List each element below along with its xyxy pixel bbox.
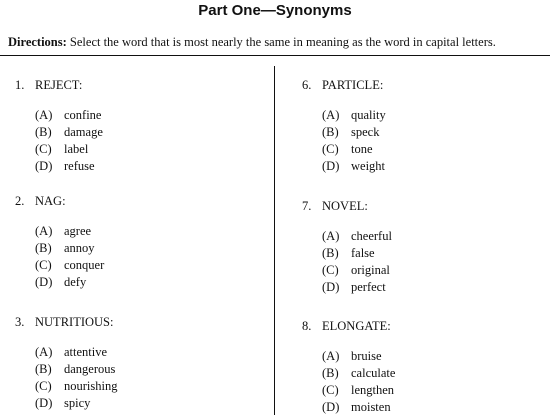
option-c[interactable] [322,262,392,279]
option-b[interactable] [322,245,392,262]
option-text: original [351,263,390,277]
option-text: quality [351,108,386,122]
column-divider [274,66,275,415]
question-number: 3. [15,315,25,329]
option-letter: (B) [35,241,52,255]
option-text: false [351,246,375,260]
option-text: agree [64,224,92,238]
question-stem [302,77,386,93]
option-list [35,223,104,291]
option-a[interactable] [322,348,395,365]
directions-text: Select the word that is most nearly the same in meaning as the word in capital letters. [69,35,496,49]
question-7 [302,198,392,296]
page-title: Part One—Synonyms [198,2,352,19]
question-word: NAG: [35,194,66,208]
option-text: weight [351,159,386,173]
option-a[interactable] [322,228,392,245]
question-6 [302,77,386,175]
option-letter: (D) [322,280,340,294]
option-letter: (D) [35,275,53,289]
option-text: conquer [64,258,105,272]
option-letter: (B) [35,362,52,376]
question-3 [15,314,117,412]
option-text: bruise [351,349,382,363]
question-2 [15,193,104,291]
option-c[interactable] [322,382,395,399]
option-a[interactable] [35,344,117,361]
option-c[interactable] [35,378,117,395]
option-b[interactable] [35,124,103,141]
option-letter: (A) [35,108,53,122]
question-stem [15,193,104,209]
option-c[interactable] [322,141,386,158]
option-d[interactable] [322,399,395,416]
option-text: label [64,142,89,156]
question-number: 7. [302,199,312,213]
option-c[interactable] [35,141,103,158]
option-text: moisten [351,400,391,414]
question-word: PARTICLE: [322,78,384,92]
question-stem [15,77,103,93]
option-list [35,107,103,175]
option-letter: (C) [322,263,339,277]
question-number: 2. [15,194,25,208]
directions-label: Directions: [8,35,67,49]
header-rule [0,55,550,56]
option-letter: (A) [322,229,340,243]
question-stem [15,314,117,330]
option-letter: (C) [35,258,52,272]
option-text: confine [64,108,102,122]
option-text: damage [64,125,103,139]
option-letter: (D) [322,400,340,414]
option-text: attentive [64,345,108,359]
question-1 [15,77,103,175]
directions [8,35,548,50]
option-a[interactable] [322,107,386,124]
option-letter: (A) [322,108,340,122]
option-letter: (C) [35,142,52,156]
option-text: refuse [64,159,95,173]
option-text: nourishing [64,379,118,393]
option-letter: (C) [322,142,339,156]
option-d[interactable] [322,158,386,175]
option-list [322,228,392,296]
option-b[interactable] [35,240,104,257]
option-text: lengthen [351,383,395,397]
option-list [35,344,117,412]
option-d[interactable] [35,274,104,291]
question-word: ELONGATE: [322,319,391,333]
option-a[interactable] [35,107,103,124]
option-text: spicy [64,396,91,410]
option-list [322,348,395,416]
question-word: NOVEL: [322,199,368,213]
option-letter: (A) [322,349,340,363]
option-letter: (C) [322,383,339,397]
option-b[interactable] [35,361,117,378]
option-text: annoy [64,241,95,255]
option-letter: (B) [322,125,339,139]
option-letter: (B) [35,125,52,139]
option-a[interactable] [35,223,104,240]
question-word: REJECT: [35,78,83,92]
option-letter: (B) [322,366,339,380]
question-stem [302,318,395,334]
option-text: calculate [351,366,396,380]
question-stem [302,198,392,214]
question-number: 1. [15,78,25,92]
option-letter: (D) [322,159,340,173]
option-d[interactable] [35,395,117,412]
option-letter: (A) [35,224,53,238]
option-text: cheerful [351,229,392,243]
question-8 [302,318,395,416]
option-b[interactable] [322,124,386,141]
option-letter: (D) [35,396,53,410]
option-d[interactable] [35,158,103,175]
option-d[interactable] [322,279,392,296]
option-list [322,107,386,175]
option-letter: (D) [35,159,53,173]
question-number: 6. [302,78,312,92]
option-c[interactable] [35,257,104,274]
option-letter: (A) [35,345,53,359]
option-text: dangerous [64,362,116,376]
option-text: defy [64,275,87,289]
option-text: perfect [351,280,386,294]
option-letter: (C) [35,379,52,393]
question-word: NUTRITIOUS: [35,315,114,329]
question-number: 8. [302,319,312,333]
option-text: tone [351,142,373,156]
option-letter: (B) [322,246,339,260]
option-text: speck [351,125,380,139]
option-b[interactable] [322,365,395,382]
